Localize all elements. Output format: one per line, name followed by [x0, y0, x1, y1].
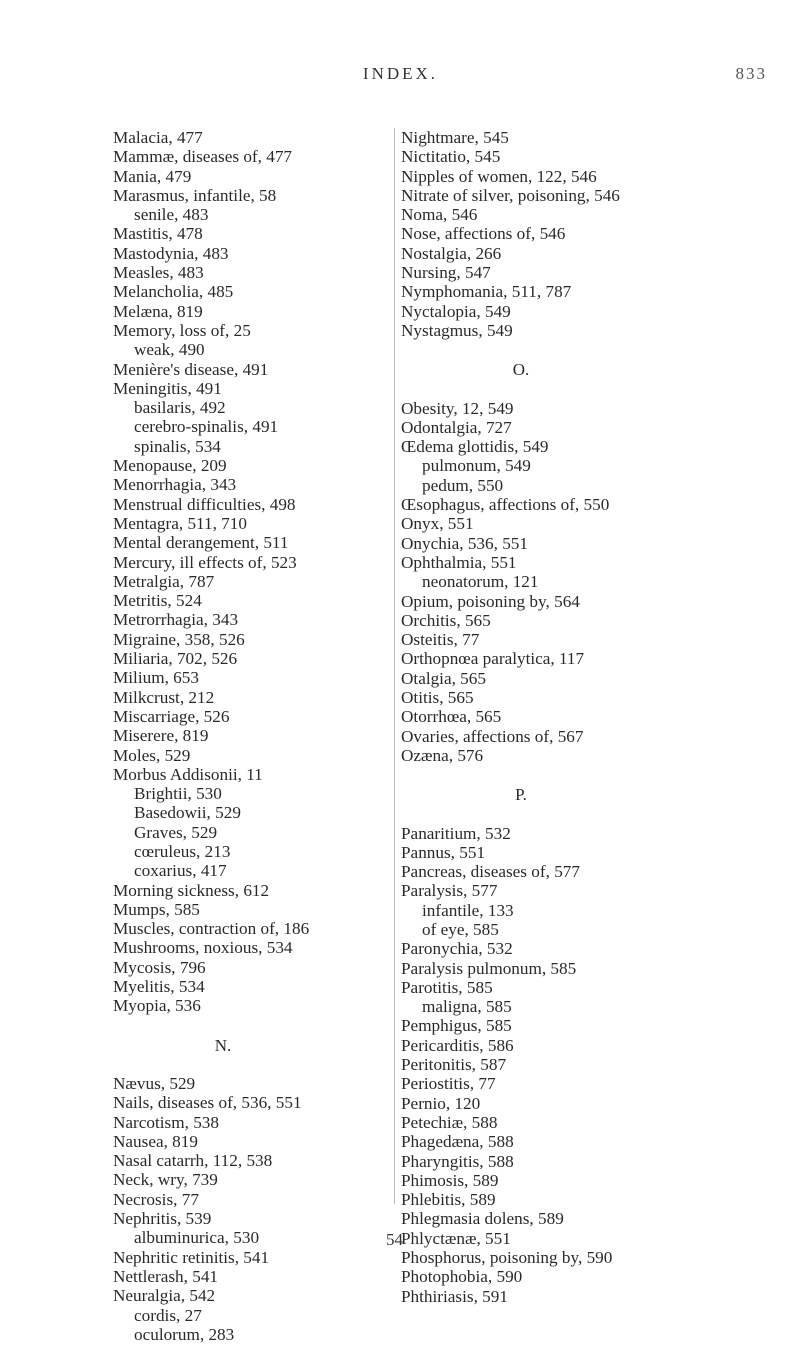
index-subentry: spinalis, 534	[134, 436, 221, 456]
index-entry: Otorrhœa, 565	[401, 707, 502, 727]
index-subentry: senile, 483	[134, 205, 209, 225]
index-entry: Mastitis, 478	[113, 224, 203, 244]
index-entry: Phosphorus, poisoning by, 590	[401, 1248, 613, 1268]
section-heading: O.	[512, 360, 530, 380]
index-entry: Malacia, 477	[113, 128, 203, 147]
index-entry: Neck, wry, 739	[113, 1170, 218, 1190]
index-entry: Miscarriage, 526	[113, 706, 230, 726]
index-entry: Paralysis pulmonum, 585	[401, 958, 577, 978]
index-entry: Photophobia, 590	[401, 1267, 523, 1287]
index-entry: Memory, loss of, 25	[113, 320, 251, 340]
index-entry: Phthiriasis, 591	[401, 1286, 508, 1306]
index-entry: Otalgia, 565	[401, 668, 486, 688]
index-entry: Nipples of women, 122, 546	[401, 166, 597, 186]
index-entry: Nose, affections of, 546	[401, 224, 566, 244]
index-entry: Peritonitis, 587	[401, 1055, 507, 1075]
index-entry: Pancreas, diseases of, 577	[401, 862, 580, 882]
index-entry: Œdema glottidis, 549	[401, 437, 549, 457]
index-entry: Osteitis, 77	[401, 630, 480, 650]
index-entry: Nephritis, 539	[113, 1209, 212, 1229]
index-entry: Mumps, 585	[113, 899, 200, 919]
index-entry: Phagedæna, 588	[401, 1132, 514, 1152]
index-entry: Nictitatio, 545	[401, 147, 501, 167]
signature-mark: 54	[386, 1230, 403, 1249]
index-entry: Marasmus, infantile, 58	[113, 185, 277, 205]
index-subentry: basilaris, 492	[134, 398, 226, 418]
index-entry: Pannus, 551	[401, 842, 486, 862]
index-subentry: Basedowii, 529	[134, 803, 241, 823]
index-entry: Nursing, 547	[401, 263, 491, 283]
index-entry: Ophthalmia, 551	[401, 552, 517, 572]
index-entry: Menopause, 209	[113, 456, 227, 476]
section-heading: N.	[214, 1035, 232, 1055]
index-subentry: pedum, 550	[422, 475, 504, 495]
index-entry: Mercury, ill effects of, 523	[113, 552, 297, 572]
index-subentry: weak, 490	[134, 340, 205, 360]
index-entry: Nystagmus, 549	[401, 320, 513, 340]
index-entry: Milium, 653	[113, 668, 199, 688]
index-entry: Nephritic retinitis, 541	[113, 1247, 270, 1267]
index-entry: Mushrooms, noxious, 534	[113, 938, 293, 958]
index-entry: Narcotism, 538	[113, 1112, 219, 1132]
index-entry: Onyx, 551	[401, 514, 474, 534]
index-entry: Œsophagus, affections of, 550	[401, 495, 610, 515]
index-entry: Odontalgia, 727	[401, 417, 512, 437]
index-entry: Mycosis, 796	[113, 957, 206, 977]
index-entry: Metritis, 524	[113, 591, 202, 611]
index-entry: Metrorrhagia, 343	[113, 610, 239, 630]
index-entry: Phlegmasia dolens, 589	[401, 1209, 564, 1229]
index-entry: Melancholia, 485	[113, 282, 234, 302]
section-heading: P.	[515, 785, 527, 805]
index-entry: Necrosis, 77	[113, 1189, 199, 1209]
index-entry: Morning sickness, 612	[113, 880, 270, 900]
index-entry: Nausea, 819	[113, 1131, 198, 1151]
index-entry: Parotitis, 585	[401, 977, 493, 997]
index-entry: Mammæ, diseases of, 477	[113, 147, 293, 167]
index-entry: Pericarditis, 586	[401, 1035, 514, 1055]
index-entry: Melæna, 819	[113, 301, 203, 321]
index-entry: Metralgia, 787	[113, 571, 215, 591]
index-entry: Miserere, 819	[113, 726, 209, 746]
index-subentry: oculorum, 283	[134, 1324, 235, 1344]
index-entry: Opium, poisoning by, 564	[401, 591, 580, 611]
index-entry: Mental derangement, 511	[113, 533, 289, 553]
index-entry: Nævus, 529	[113, 1073, 196, 1093]
index-entry: Nails, diseases of, 536, 551	[113, 1093, 302, 1113]
index-entry: Petechiæ, 588	[401, 1112, 498, 1132]
index-entry: Measles, 483	[113, 263, 204, 283]
index-entry: Myopia, 536	[113, 996, 201, 1016]
index-entry: Nightmare, 545	[401, 128, 509, 147]
index-entry: Nymphomania, 511, 787	[401, 282, 572, 302]
index-entry: Paronychia, 532	[401, 939, 513, 959]
index-entry: Nettlerash, 541	[113, 1266, 219, 1286]
index-entry: Muscles, contraction of, 186	[113, 919, 310, 939]
index-entry: Meningitis, 491	[113, 378, 222, 398]
index-entry: Orthopnœa paralytica, 117	[401, 649, 585, 669]
index-entry: Menière's disease, 491	[113, 359, 269, 379]
index-entry: Neuralgia, 542	[113, 1286, 216, 1306]
index-entry: Paralysis, 577	[401, 881, 498, 901]
index-subentry: albuminurica, 530	[134, 1228, 260, 1248]
index-entry: Phlyctænæ, 551	[401, 1228, 511, 1248]
index-subentry: infantile, 133	[422, 900, 514, 920]
index-entry: Periostitis, 77	[401, 1074, 496, 1094]
page-header-title: INDEX.	[362, 64, 439, 83]
index-entry: Pemphigus, 585	[401, 1016, 512, 1036]
index-entry: Nitrate of silver, poisoning, 546	[401, 185, 620, 205]
index-entry: Mentagra, 511, 710	[113, 513, 247, 533]
index-entry: Nostalgia, 266	[401, 243, 502, 263]
index-subentry: maligna, 585	[422, 997, 512, 1017]
index-entry: Panaritium, 532	[401, 823, 511, 843]
index-entry: Pernio, 120	[401, 1093, 481, 1113]
index-entry: Morbus Addisonii, 11	[113, 764, 263, 784]
index-entry: Menorrhagia, 343	[113, 475, 237, 495]
index-subentry: cordis, 27	[134, 1305, 202, 1325]
index-entry: Nyctalopia, 549	[401, 301, 511, 321]
index-entry: Phlebitis, 589	[401, 1190, 496, 1210]
index-subentry: pulmonum, 549	[422, 456, 531, 476]
index-entry: Nasal catarrh, 112, 538	[113, 1151, 273, 1171]
index-entry: Mania, 479	[113, 166, 192, 186]
index-entry: Obesity, 12, 549	[401, 398, 514, 418]
left-index-column	[113, 128, 383, 1344]
index-entry: Myelitis, 534	[113, 977, 205, 997]
index-entry: Orchitis, 565	[401, 610, 491, 630]
index-subentry: cerebro-spinalis, 491	[134, 417, 279, 437]
index-entry: Moles, 529	[113, 745, 191, 765]
index-subentry: neonatorum, 121	[422, 572, 539, 592]
index-entry: Miliaria, 702, 526	[113, 649, 238, 669]
index-entry: Menstrual difficulties, 498	[113, 494, 296, 514]
index-entry: Milkcrust, 212	[113, 687, 215, 707]
page-number: 833	[735, 64, 767, 83]
index-subentry: of eye, 585	[422, 919, 499, 939]
index-subentry: coxarius, 417	[134, 861, 227, 881]
index-entry: Noma, 546	[401, 205, 478, 225]
index-subentry: Graves, 529	[134, 822, 218, 842]
index-entry: Otitis, 565	[401, 688, 474, 708]
index-entry: Phimosis, 589	[401, 1170, 499, 1190]
index-subentry: cœruleus, 213	[134, 841, 231, 861]
index-entry: Ozæna, 576	[401, 745, 484, 765]
right-index-column	[394, 128, 791, 1306]
index-entry: Ovaries, affections of, 567	[401, 726, 584, 746]
index-entry: Pharyngitis, 588	[401, 1151, 514, 1171]
index-entry: Onychia, 536, 551	[401, 533, 528, 553]
index-entry: Mastodynia, 483	[113, 243, 229, 263]
index-entry: Migraine, 358, 526	[113, 629, 245, 649]
index-subentry: Brightii, 530	[134, 784, 222, 804]
